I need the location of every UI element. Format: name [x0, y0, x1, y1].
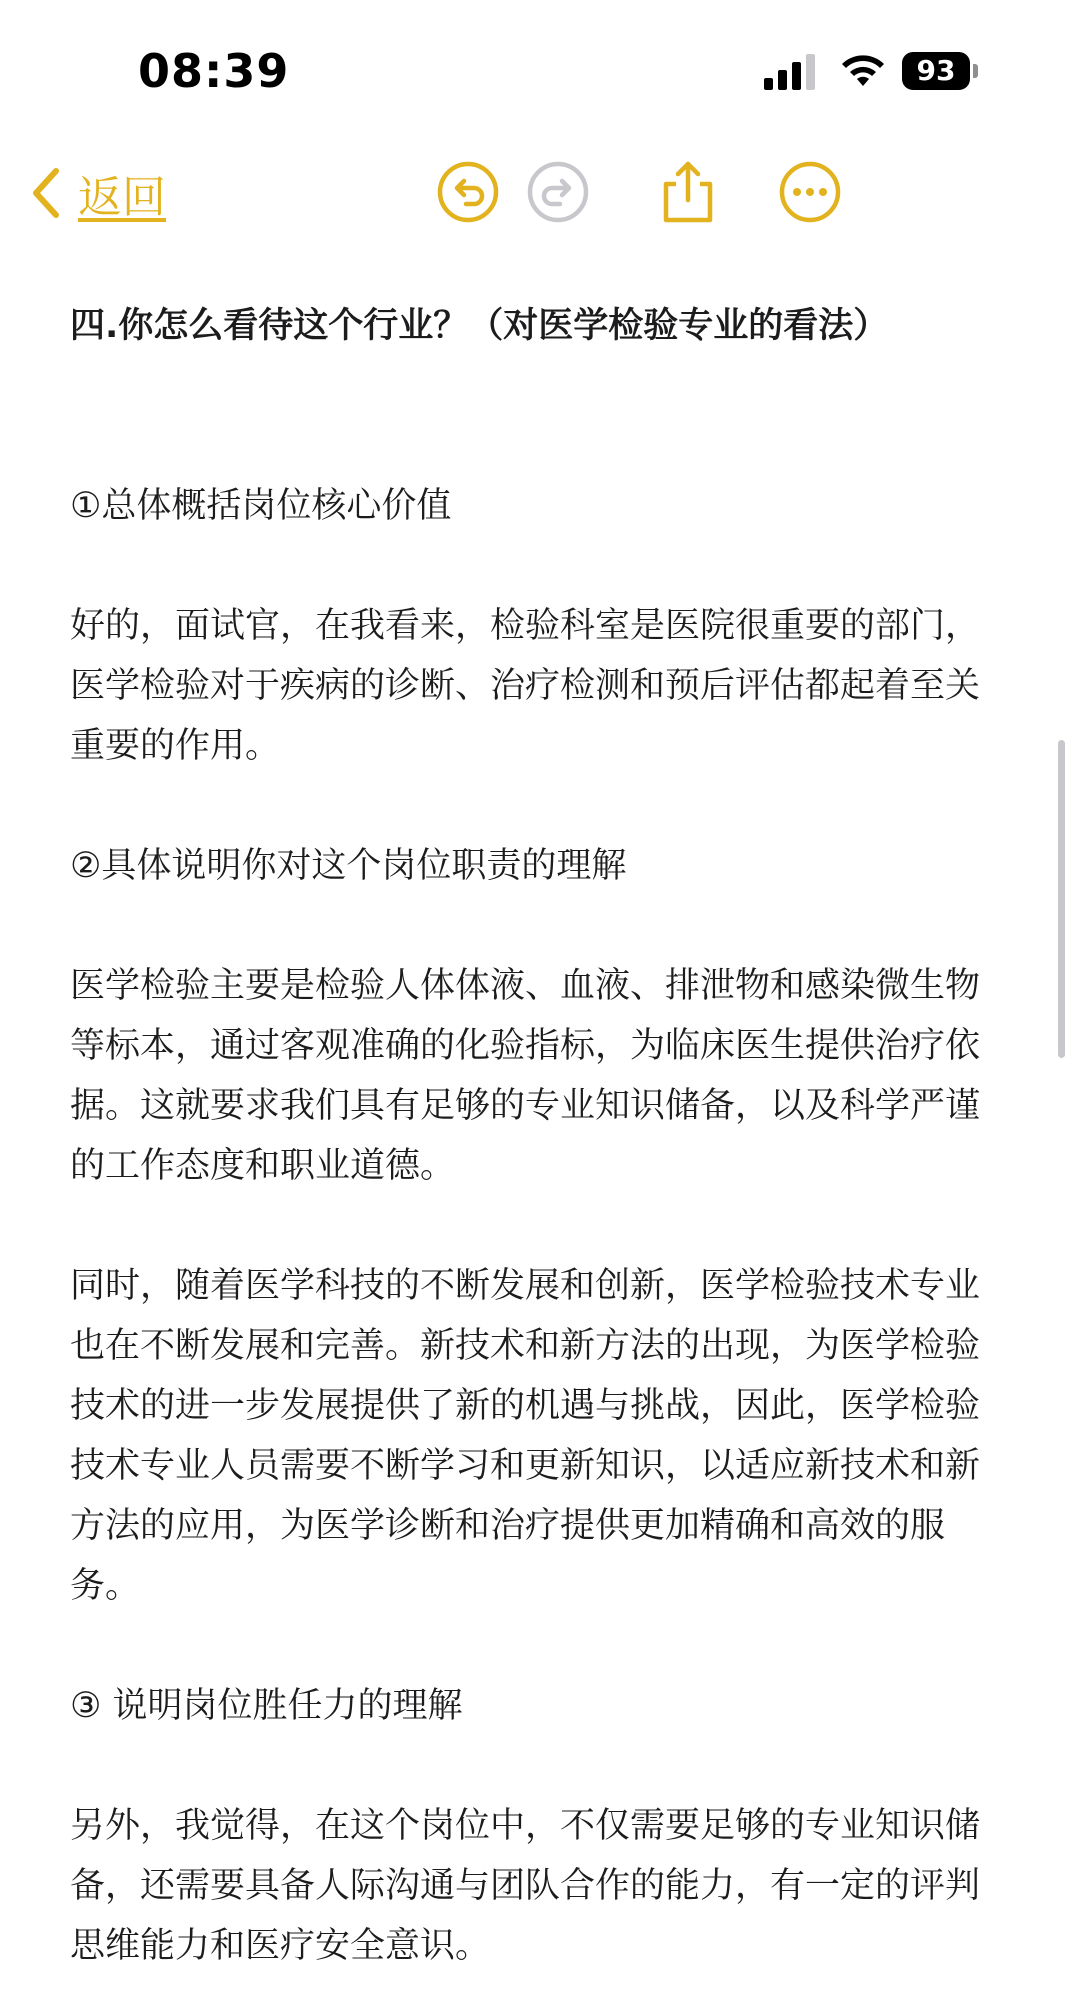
battery-level: 93: [902, 52, 970, 90]
share-button[interactable]: [656, 160, 720, 224]
status-time: 08:39: [138, 44, 290, 98]
more-button[interactable]: [778, 160, 842, 224]
note-body[interactable]: [70, 296, 990, 1976]
note-heading: 四.你怎么看待这个行业？（对医学检验专业的看法）: [70, 306, 889, 346]
paragraph: 医学检验主要是检验人体体液、血液、排泄物和感染微生物等标本，通过客观准确的化验指标，为临床医生提供治疗依据。这就要求我们具有足够的专业知识储备，以及科学严谨的工作态度和职业道德。: [70, 966, 981, 1186]
redo-button[interactable]: [526, 160, 590, 224]
wifi-icon: [838, 50, 888, 90]
battery-cap: [973, 64, 978, 78]
more-icon: [778, 160, 842, 224]
paragraph: 同时，随着医学科技的不断发展和创新，医学检验技术专业也在不断发展和完善。新技术和新方法的出现，为医学检验技术的进一步发展提供了新的机遇与挑战，因此，医学检验技术专业人员需要不断学习和更新知识，以适应新技术和新方法的应用，为医学诊断和治疗提供更加精确和高效的服务。: [70, 1266, 981, 1606]
battery-icon: [902, 52, 982, 92]
share-icon: [656, 160, 720, 224]
undo-icon: [436, 160, 500, 224]
chevron-left-icon: [28, 165, 62, 221]
back-button[interactable]: [28, 158, 166, 228]
signal-icon: [762, 52, 822, 92]
status-bar: [0, 0, 1080, 140]
paragraph: 好的，面试官，在我看来，检验科室是医院很重要的部门，医学检验对于疾病的诊断、治疗检测和预后评估都起着至关重要的作用。: [70, 606, 981, 766]
section-title: ③ 说明岗位胜任力的理解: [70, 1686, 463, 1726]
back-label: 返回: [78, 172, 166, 223]
note-toolbar: [0, 140, 1080, 250]
paragraph: 另外，我觉得，在这个岗位中，不仅需要足够的专业知识储备，还需要具备人际沟通与团队合作的能力，有一定的评判思维能力和医疗安全意识。: [70, 1806, 981, 1966]
redo-icon: [526, 160, 590, 224]
scrollbar[interactable]: [1058, 740, 1065, 1058]
undo-button[interactable]: [436, 160, 500, 224]
section-title: ②具体说明你对这个岗位职责的理解: [70, 846, 627, 886]
section-title: ①总体概括岗位核心价值: [70, 486, 452, 526]
